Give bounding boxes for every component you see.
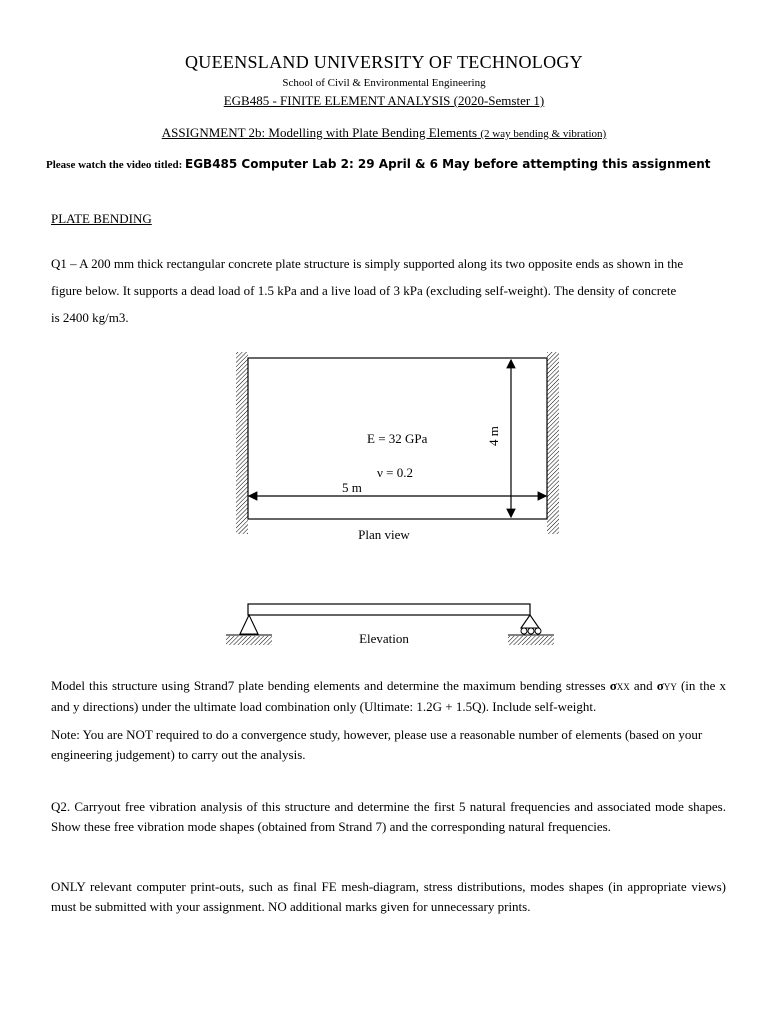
height-label: 4 m <box>486 426 501 446</box>
roller-support-icon <box>521 615 539 628</box>
elevation-caption: Elevation <box>359 631 409 646</box>
plan-view <box>236 352 559 542</box>
modulus-label: E = 32 GPa <box>367 431 428 446</box>
assignment-note: (2 way bending & vibration) <box>480 128 607 140</box>
sigma-yy-subscript: YY <box>663 682 677 692</box>
roller-wheel-right <box>535 628 541 634</box>
university-title: QUEENSLAND UNIVERSITY OF TECHNOLOGY <box>185 52 583 72</box>
roller-ground-hatch <box>508 636 554 645</box>
model-text-part1: Model this structure using Strand7 plate bending elements and determine the maximum bending stresses <box>51 678 610 693</box>
q1-line-2: figure below. It supports a dead load of 1.5 kPa and a live load of 3 kPa (excluding self-weight). The density of concrete <box>51 283 677 298</box>
course-title-text: EGB485 - FINITE ELEMENT ANALYSIS (2020-Semster 1) <box>223 93 545 108</box>
poisson-label: ν = 0.2 <box>377 465 413 480</box>
sigma-xx-subscript: XX <box>616 682 630 692</box>
pin-support-icon <box>240 615 258 634</box>
watch-notice-video: EGB485 Computer Lab 2: 29 April & 6 May before attempting this assignment <box>185 157 711 171</box>
convergence-note: Note: You are NOT required to do a convergence study, however, please use a reasonable number of elements (based on your engineering judgement) to carry out the analysis. <box>51 727 703 762</box>
watch-notice-prefix: Please watch the video titled: <box>46 159 183 171</box>
elevation-view <box>226 604 554 646</box>
sigma-xx-symbol: σ <box>609 678 617 693</box>
assignment-name: ASSIGNMENT 2b: Modelling with Plate Bending Elements <box>161 125 478 140</box>
q1-line-3: is 2400 kg/m3. <box>51 310 129 325</box>
beam-elevation <box>248 604 530 615</box>
pin-ground-hatch <box>226 636 272 645</box>
width-label: 5 m <box>342 480 362 495</box>
right-support-hatch <box>547 352 559 534</box>
model-text-part2: (in the x and y directions) under the ultimate load combination only (Ultimate: 1.2G + 1.5Q). Include self-weight. <box>51 678 727 714</box>
roller-wheel-left <box>521 628 527 634</box>
plan-view-caption: Plan view <box>358 527 410 542</box>
roller-wheel-middle <box>528 628 534 634</box>
left-support-hatch <box>236 352 248 534</box>
model-text-and: and <box>629 678 657 693</box>
submission-note: ONLY relevant computer print-outs, such as final FE mesh-diagram, stress distributions, modes shapes (in appropriate views) must be submitted with your assignment. NO additional marks given for unnecessary prints. <box>51 879 726 914</box>
model-instructions <box>51 676 726 717</box>
sigma-yy-symbol: σ <box>656 678 664 693</box>
school-name: School of Civil & Environmental Engineering <box>282 77 486 89</box>
section-heading: PLATE BENDING <box>51 211 152 226</box>
q1-line-1: Q1 – A 200 mm thick rectangular concrete plate structure is simply supported along its two opposite ends as shown in the <box>51 256 684 271</box>
question-2: Q2. Carryout free vibration analysis of this structure and determine the first 5 natural frequencies and associated mode shapes. Show these free vibration mode shapes (obtained from Strand 7) and the corresponding natural frequencies. <box>51 799 726 834</box>
